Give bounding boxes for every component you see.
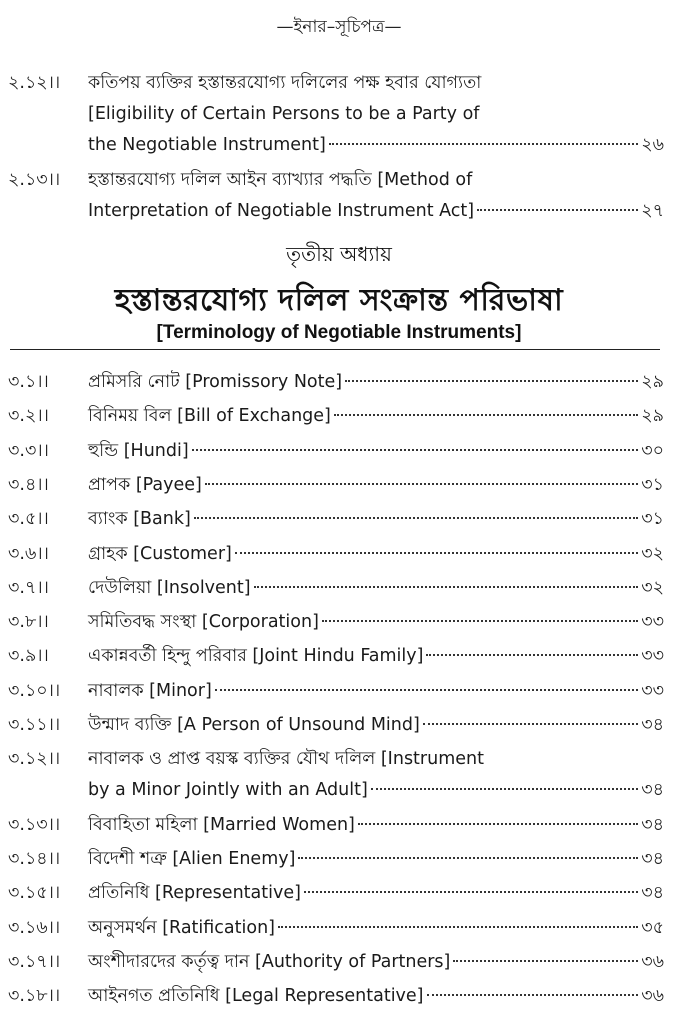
- dot-leader: [215, 689, 638, 691]
- toc-entry: [8, 401, 664, 432]
- toc-entry: [8, 744, 664, 806]
- toc-entry-number: ৩.১৫।।: [8, 883, 61, 904]
- toc-entry-number: ৩.১৪।।: [8, 848, 61, 869]
- toc-entry: [8, 607, 664, 638]
- toc-page-number: ৩১: [641, 474, 664, 495]
- toc-page-number: ৩৪: [641, 848, 664, 869]
- toc-entry-title: গ্রাহক [Customer]: [88, 543, 232, 564]
- toc-entry-number: ৩.৭।।: [8, 577, 49, 598]
- toc-entry: [8, 68, 664, 161]
- page-header: —ইনার–সূচিপত্র—: [276, 17, 402, 37]
- dot-leader: [334, 414, 638, 416]
- toc-entry-number: ৩.৮।।: [8, 612, 49, 633]
- toc-entry: [8, 913, 664, 944]
- toc-entry-number: ৩.৩।।: [8, 440, 49, 461]
- dot-leader: [423, 723, 638, 725]
- toc-entry: [8, 504, 664, 535]
- toc-entry-title: সমিতিবদ্ধ সংস্থা [Corporation]: [88, 612, 319, 633]
- toc-entry-title: বিদেশী শত্রু [Alien Enemy]: [88, 848, 296, 869]
- toc-entry: [8, 878, 664, 909]
- toc-entry-title-line: কতিপয় ব্যক্তির হস্তান্তরযোগ্য দলিলের পক্ষ হবার যোগ্যতা: [88, 73, 482, 93]
- toc-entry-title: অংশীদারদের কর্তৃত্ব দান [Authority of Partners]: [88, 951, 451, 972]
- toc-entry-title-line: [Eligibility of Certain Persons to be a Party of: [88, 104, 480, 124]
- dot-leader: [192, 449, 639, 451]
- toc-entry-number: ৩.১০।।: [8, 680, 61, 701]
- toc-entry-number: ৩.১৮।।: [8, 986, 61, 1007]
- toc-entry-number: ৩.১২।।: [8, 749, 61, 770]
- dot-leader: [345, 380, 638, 382]
- toc-entry-title: অনুসমর্থন [Ratification]: [88, 917, 275, 938]
- toc-entry-title: প্রমিসরি নোট [Promissory Note]: [88, 372, 343, 392]
- toc-entry: [8, 641, 664, 672]
- toc-entry: [8, 676, 664, 707]
- toc-entry: [8, 436, 664, 467]
- toc-entry-title: হুন্ডি [Hundi]: [88, 440, 189, 461]
- toc-entry-number: ৩.১৩।।: [8, 814, 61, 835]
- toc-entry: [8, 573, 664, 604]
- toc-page-number: ৩১: [641, 509, 664, 530]
- dot-leader: [235, 552, 638, 554]
- toc-entry: [8, 844, 664, 875]
- toc-entry-title: বিবাহিতা মহিলা [Married Women]: [88, 814, 355, 835]
- dot-leader: [358, 823, 638, 825]
- toc-entry: [8, 810, 664, 841]
- dot-leader: [371, 788, 638, 790]
- toc-page-number: ৩৩: [641, 612, 664, 633]
- dot-leader: [426, 654, 638, 656]
- toc-entry-title: by a Minor Jointly with an Adult]: [88, 780, 368, 801]
- toc-page-number: ৩৩: [641, 680, 664, 701]
- toc-entry-number: ৩.১৬।।: [8, 917, 61, 938]
- toc-entry-number: ২.১২।।: [8, 73, 61, 93]
- toc-entry-number: ২.১৩।।: [8, 170, 61, 190]
- toc-page-number: ২৬: [641, 135, 664, 155]
- toc-entry-title: বিনিময় বিল [Bill of Exchange]: [88, 406, 331, 427]
- dot-leader: [254, 586, 639, 588]
- dot-leader: [322, 620, 638, 622]
- toc-page-number: ৩২: [641, 543, 664, 564]
- dot-leader: [453, 960, 638, 962]
- toc-page-number: ৩৬: [641, 986, 664, 1007]
- toc-page-number: ৩৬: [641, 951, 664, 972]
- toc-entry-title: the Negotiable Instrument]: [88, 135, 326, 155]
- dot-leader: [427, 994, 639, 996]
- toc-page-number: ৩২: [641, 577, 664, 598]
- toc-page-number: ৩৫: [641, 917, 664, 938]
- toc-entry-title: প্রাপক [Payee]: [88, 474, 202, 495]
- dot-leader: [477, 209, 638, 211]
- toc-entry-title: Interpretation of Negotiable Instrument Act]: [88, 201, 475, 221]
- toc-entry-title: উন্মাদ ব্যক্তি [A Person of Unsound Mind]: [88, 715, 420, 735]
- toc-entry-title: দেউলিয়া [Insolvent]: [88, 577, 251, 598]
- toc-page-number: ৩৩: [641, 646, 664, 667]
- dot-leader: [304, 891, 638, 893]
- toc-entry-number: ৩.১।।: [8, 372, 49, 392]
- toc-page-number: ৩৪: [641, 715, 664, 735]
- dot-leader: [205, 483, 638, 485]
- toc-entry: [8, 981, 664, 1012]
- chapter-divider: [10, 349, 660, 350]
- chapter-subtitle: [Terminology of Negotiable Instruments]: [156, 322, 522, 343]
- toc-entry-number: ৩.২।।: [8, 406, 49, 427]
- toc-entry: [8, 710, 664, 741]
- toc-entry-title: ব্যাংক [Bank]: [88, 509, 191, 530]
- toc-entry-number: ৩.১৭।।: [8, 951, 61, 972]
- toc-page-number: ৩৪: [641, 883, 664, 904]
- dot-leader: [329, 143, 638, 145]
- toc-entry-title: নাবালক [Minor]: [88, 680, 212, 701]
- toc-entry-title-line: নাবালক ও প্রাপ্ত বয়স্ক ব্যক্তির যৌথ দলিল [Instrument: [88, 749, 484, 770]
- dot-leader: [298, 857, 638, 859]
- toc-entry-number: ৩.১১।।: [8, 715, 61, 735]
- toc-entry-number: ৩.৬।।: [8, 543, 49, 564]
- toc-entry: [8, 539, 664, 570]
- toc-entry-title-line: হস্তান্তরযোগ্য দলিল আইন ব্যাখ্যার পদ্ধতি [Method of: [88, 170, 473, 190]
- toc-entry-title: আইনগত প্রতিনিধি [Legal Representative]: [88, 986, 424, 1007]
- toc-entry-number: ৩.৯।।: [8, 646, 49, 667]
- toc-page-number: ৩৪: [641, 814, 664, 835]
- dot-leader: [194, 517, 638, 519]
- toc-entry: [8, 470, 664, 501]
- toc-page-number: ২৯: [641, 406, 664, 427]
- toc-entry-title: একান্নবর্তী হিন্দু পরিবার [Joint Hindu Family]: [88, 646, 424, 667]
- chapter-title: হস্তান্তরযোগ্য দলিল সংক্রান্ত পরিভাষা: [114, 283, 564, 318]
- dot-leader: [278, 926, 638, 928]
- toc-entry: [8, 947, 664, 978]
- toc-entry: [8, 165, 664, 227]
- toc-page-number: ২৯: [641, 372, 664, 392]
- toc-entry-number: ৩.৪।।: [8, 474, 49, 495]
- chapter-label: তৃতীয় অধ্যায়: [286, 242, 392, 266]
- toc-page-number: ৩৪: [641, 780, 664, 801]
- toc-page-number: ২৭: [641, 201, 664, 221]
- toc-entry-number: ৩.৫।।: [8, 509, 49, 530]
- toc-page-number: ৩০: [641, 440, 664, 461]
- toc-entry: [8, 367, 664, 398]
- toc-entry-title: প্রতিনিধি [Representative]: [88, 883, 301, 904]
